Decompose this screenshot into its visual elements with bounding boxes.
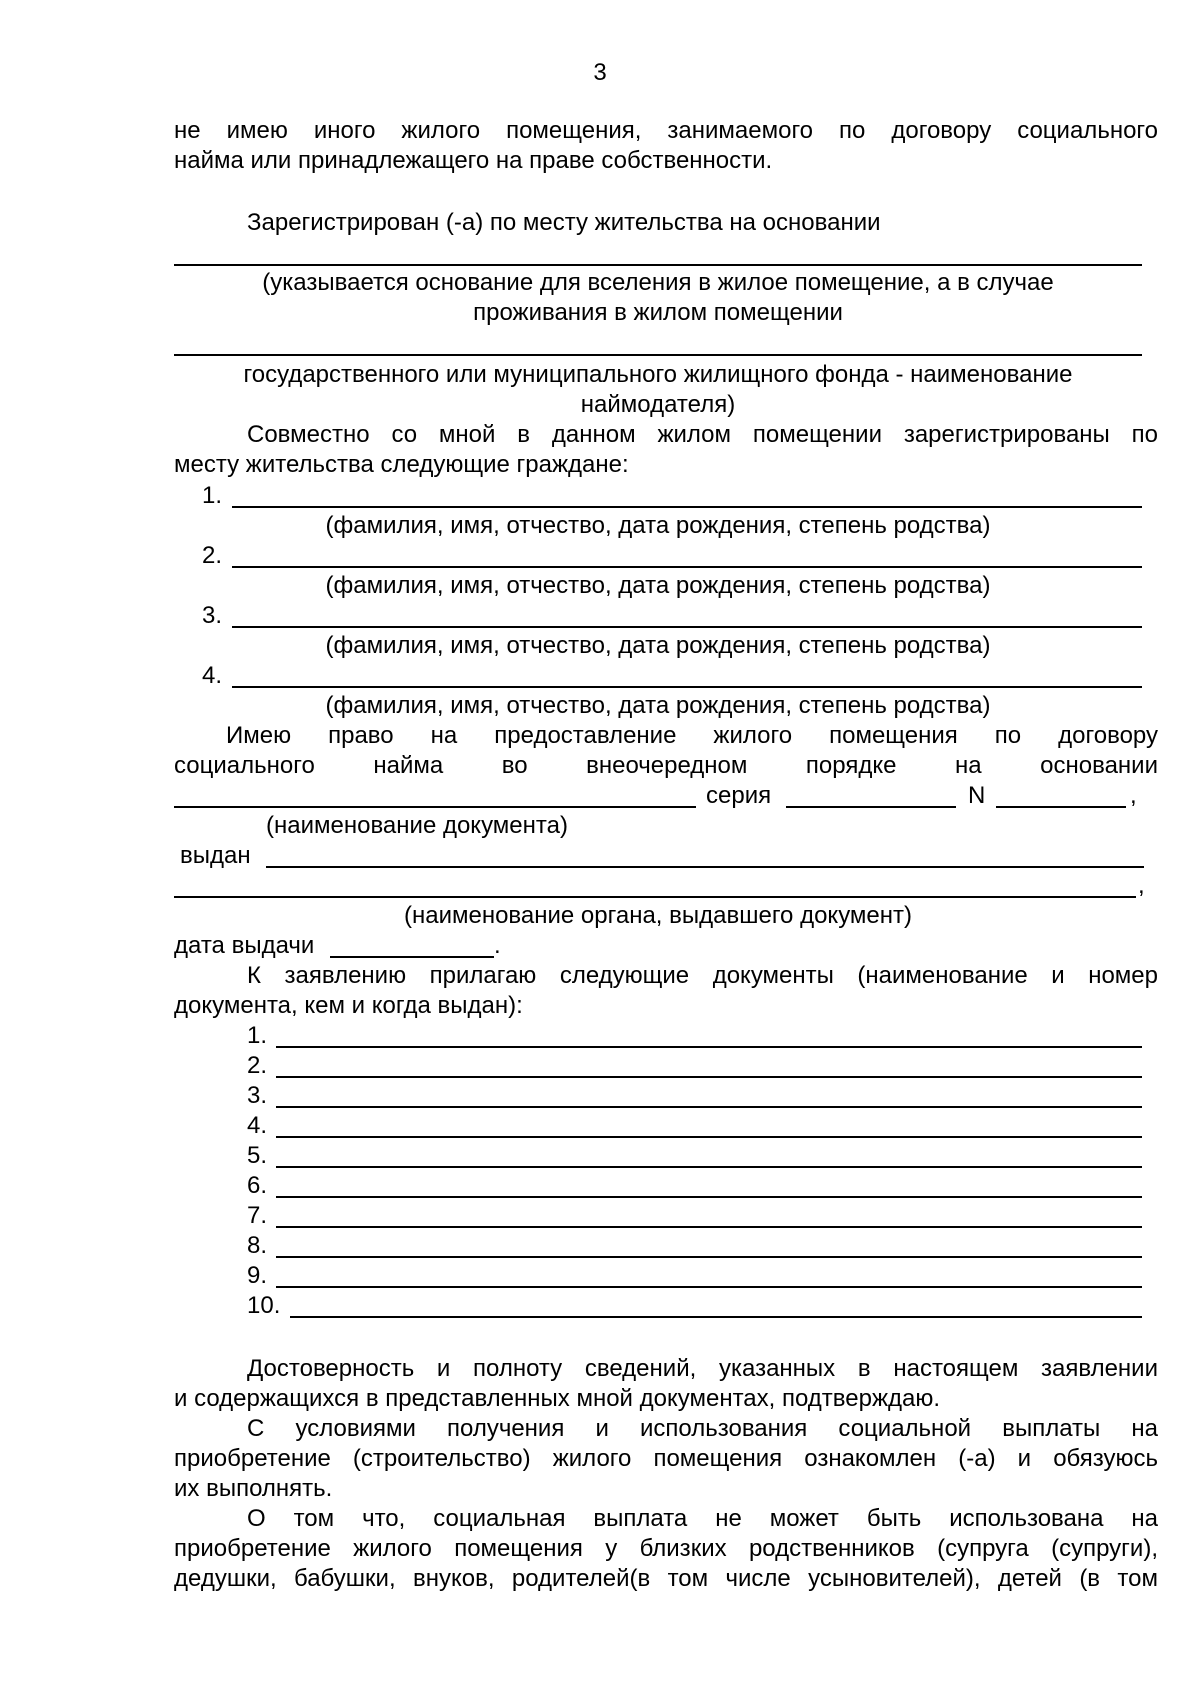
relatives-line-3: дедушки, бабушки, внуков, родителей(в том числе усыновителей), детей (в том bbox=[174, 1565, 1158, 1592]
attachment-num-2: 2. bbox=[247, 1052, 268, 1079]
cohabitants-intro-2: месту жительства следующие граждане: bbox=[174, 451, 629, 478]
attachment-field-1[interactable] bbox=[276, 1046, 1142, 1048]
number-field[interactable] bbox=[996, 806, 1126, 808]
attachments-intro-1: К заявлению прилагаю следующие документы (наименование и номер bbox=[247, 962, 1158, 989]
issued-by-field-1[interactable] bbox=[266, 866, 1144, 868]
attachment-field-8[interactable] bbox=[276, 1256, 1142, 1258]
issued-label: выдан bbox=[180, 842, 251, 869]
issue-date-label: дата выдачи bbox=[174, 932, 315, 959]
attachment-num-10: 10. bbox=[247, 1292, 281, 1319]
attachment-num-6: 6. bbox=[247, 1172, 268, 1199]
cohabitant-num-1: 1. bbox=[202, 482, 223, 509]
document-name-field[interactable] bbox=[174, 806, 696, 808]
right-line-1: Имею право на предоставление жилого помещения по договору bbox=[226, 722, 1158, 749]
cohabitant-field-1[interactable] bbox=[232, 506, 1142, 508]
relatives-line-2: приобретение жилого помещения у близких родственников (супруга (супруги), bbox=[174, 1535, 1158, 1562]
number-comma: , bbox=[1130, 782, 1137, 809]
attachment-field-3[interactable] bbox=[276, 1106, 1142, 1108]
confirm-line-1: Достоверность и полноту сведений, указанных в настоящем заявлении bbox=[247, 1355, 1158, 1382]
attachment-field-4[interactable] bbox=[276, 1136, 1142, 1138]
cohabitant-hint-3: (фамилия, имя, отчество, дата рождения, степень родства) bbox=[325, 632, 991, 659]
series-field[interactable] bbox=[786, 806, 956, 808]
issued-comma: , bbox=[1138, 872, 1145, 899]
conditions-line-2: приобретение (строительство) жилого помещения ознакомлен (-а) и обязуюсь bbox=[174, 1445, 1158, 1472]
attachment-num-8: 8. bbox=[247, 1232, 268, 1259]
cohabitant-hint-2: (фамилия, имя, отчество, дата рождения, степень родства) bbox=[325, 572, 991, 599]
registered-hint-1a: (указывается основание для вселения в жилое помещение, а в случае bbox=[262, 269, 1054, 296]
page-number: 3 bbox=[593, 59, 607, 86]
issue-date-period: . bbox=[494, 932, 501, 959]
attachment-field-2[interactable] bbox=[276, 1076, 1142, 1078]
attachment-field-5[interactable] bbox=[276, 1166, 1142, 1168]
cohabitant-field-4[interactable] bbox=[232, 686, 1142, 688]
confirm-line-2: и содержащихся в представленных мной документах, подтверждаю. bbox=[174, 1385, 941, 1412]
cohabitant-num-2: 2. bbox=[202, 542, 223, 569]
intro-line-1: не имею иного жилого помещения, занимаемого по договору социального bbox=[174, 117, 1158, 144]
attachments-intro-2: документа, кем и когда выдан): bbox=[174, 992, 523, 1019]
attachment-num-3: 3. bbox=[247, 1082, 268, 1109]
attachment-num-4: 4. bbox=[247, 1112, 268, 1139]
document-name-hint: (наименование документа) bbox=[266, 812, 568, 839]
cohabitant-hint-1: (фамилия, имя, отчество, дата рождения, степень родства) bbox=[325, 512, 991, 539]
cohabitants-intro-1: Совместно со мной в данном жилом помещении зарегистрированы по bbox=[247, 421, 1158, 448]
cohabitant-num-3: 3. bbox=[202, 602, 223, 629]
registered-hint-1b: проживания в жилом помещении bbox=[473, 299, 843, 326]
relatives-line-1: О том что, социальная выплата не может быть использована на bbox=[247, 1505, 1158, 1532]
registered-basis-field[interactable] bbox=[174, 264, 1142, 266]
attachment-num-7: 7. bbox=[247, 1202, 268, 1229]
attachment-num-5: 5. bbox=[247, 1142, 268, 1169]
cohabitant-field-2[interactable] bbox=[232, 566, 1142, 568]
registered-hint-2a: государственного или муниципального жилищного фонда - наименование bbox=[243, 361, 1073, 388]
issue-date-field[interactable] bbox=[330, 956, 494, 958]
conditions-line-1: С условиями получения и использования социальной выплаты на bbox=[247, 1415, 1158, 1442]
attachment-field-9[interactable] bbox=[276, 1286, 1142, 1288]
attachment-field-7[interactable] bbox=[276, 1226, 1142, 1228]
issued-by-field-2[interactable] bbox=[174, 896, 1136, 898]
series-label: серия bbox=[706, 782, 772, 809]
conditions-line-3: их выполнять. bbox=[174, 1475, 333, 1502]
attachment-num-1: 1. bbox=[247, 1022, 268, 1049]
intro-line-2: найма или принадлежащего на праве собственности. bbox=[174, 147, 773, 174]
cohabitant-hint-4: (фамилия, имя, отчество, дата рождения, степень родства) bbox=[325, 692, 991, 719]
registered-heading: Зарегистрирован (-а) по месту жительства на основании bbox=[247, 209, 881, 236]
number-label: N bbox=[968, 782, 986, 809]
attachment-num-9: 9. bbox=[247, 1262, 268, 1289]
registered-landlord-field[interactable] bbox=[174, 354, 1142, 356]
attachment-field-6[interactable] bbox=[276, 1196, 1142, 1198]
right-line-2: социального найма во внеочередном порядке на основании bbox=[174, 752, 1158, 779]
attachment-field-10[interactable] bbox=[290, 1316, 1142, 1318]
cohabitant-num-4: 4. bbox=[202, 662, 223, 689]
registered-hint-2b: наймодателя) bbox=[580, 391, 736, 418]
cohabitant-field-3[interactable] bbox=[232, 626, 1142, 628]
issuer-hint: (наименование органа, выдавшего документ) bbox=[403, 902, 913, 929]
